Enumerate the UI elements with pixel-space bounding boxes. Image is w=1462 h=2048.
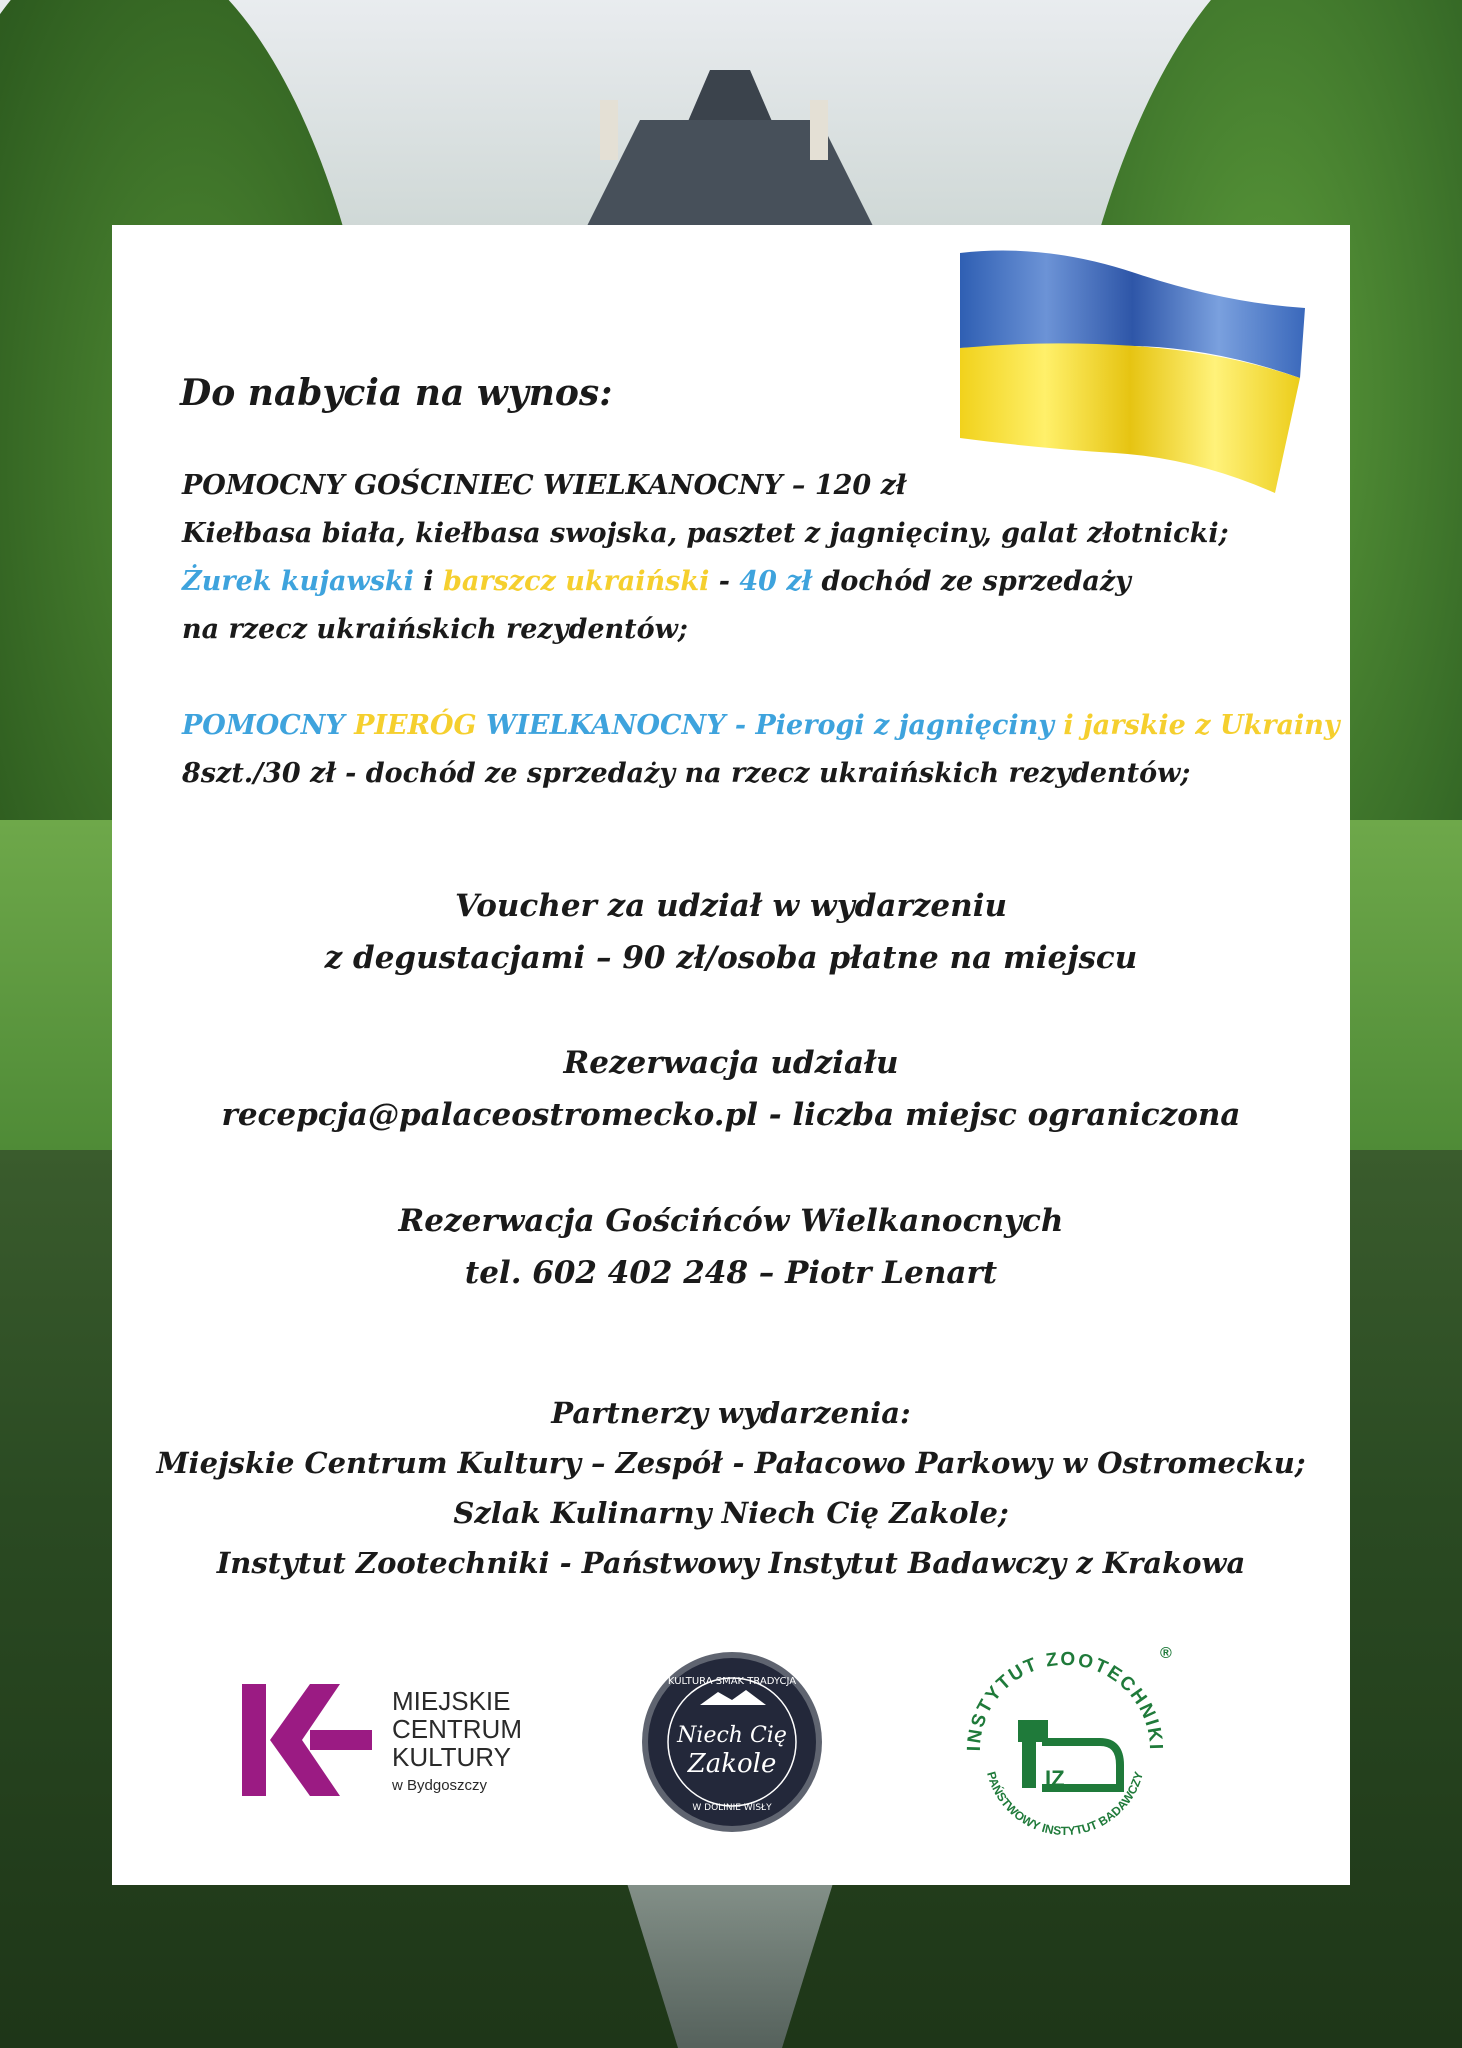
page-heading: Do nabycia na wynos: [180,372,613,414]
svg-text:KULTURY: KULTURY [392,1742,511,1772]
svg-text:KULTURA SMAK TRADYCJA: KULTURA SMAK TRADYCJA [667,1676,797,1687]
svg-text:®: ® [1160,1645,1172,1662]
offer2-title: POMOCNY PIERÓG WIELKANOCNY - Pierogi z jagnięciny i jarskie z Ukrainy [182,710,1340,741]
svg-text:Zakole: Zakole [687,1749,777,1779]
partner-item: Miejskie Centrum Kultury – Zespół - Pałacowo Parkowy w Ostromecku; [156,1446,1306,1480]
voucher-line2: z degustacjami – 90 zł/osoba płatne na miejscu [324,940,1138,976]
iz-logo [950,1630,1180,1860]
svg-text:Niech Cię: Niech Cię [677,1723,787,1748]
mck-logo [240,1680,540,1800]
svg-text:w Bydgoszczy: w Bydgoszczy [392,1777,488,1794]
barszcz-label: barszcz ukraiński [442,566,710,597]
reservation-email[interactable]: recepcja@palaceostromecko.pl [221,1097,758,1133]
offer1-income-line: na rzecz ukraińskich rezydentów; [182,614,688,645]
soup-price: 40 zł [739,566,813,597]
svg-text:MIEJSKIE: MIEJSKIE [392,1686,511,1716]
offer1-title: POMOCNY GOŚCINIEC WIELKANOCNY – 120 zł [182,470,907,501]
offer1-items: Kiełbasa biała, kiełbasa swojska, pasztet z jagnięciny, galat złotnicki; [182,518,1229,549]
gifts-phone[interactable]: tel. 602 402 248 – Piotr Lenart [464,1255,998,1291]
svg-text:INSTYTUT ZOOTECHNIKI: INSTYTUT ZOOTECHNIKI [963,1648,1167,1752]
partners-title: Partnerzy wydarzenia: [551,1396,911,1430]
offer2-details: 8szt./30 zł - dochód ze sprzedaży na rzecz ukraińskich rezydentów; [182,758,1191,789]
svg-text:PAŃSTWOWY INSTYTUT BADAWCZY: PAŃSTWOWY INSTYTUT BADAWCZY [984,1770,1146,1839]
gifts-title: Rezerwacja Gościńców Wielkanocnych [398,1203,1064,1239]
reservation-title: Rezerwacja udziału [563,1045,899,1081]
svg-text:IZ: IZ [1045,1766,1065,1791]
svg-text:W DOLINIE WISŁY: W DOLINIE WISŁY [692,1803,772,1813]
partner-item: Instytut Zootechniki - Państwowy Instytut Badawczy z Krakowa [216,1546,1246,1580]
partner-item: Szlak Kulinarny Niech Cię Zakole; [453,1496,1009,1530]
zakole-logo [640,1650,825,1835]
zurek-label: Żurek kujawski [182,566,414,597]
svg-text:CENTRUM: CENTRUM [392,1714,522,1744]
offer1-soup-line: Żurek kujawski i barszcz ukraiński - 40 zł dochód ze sprzedaży [182,566,1131,597]
voucher-line1: Voucher za udział w wydarzeniu [454,888,1008,924]
palace-roof [560,60,900,230]
ukraine-flag-icon [955,248,1310,498]
reservation-line: recepcja@palaceostromecko.pl - liczba miejsc ograniczona [221,1097,1241,1133]
